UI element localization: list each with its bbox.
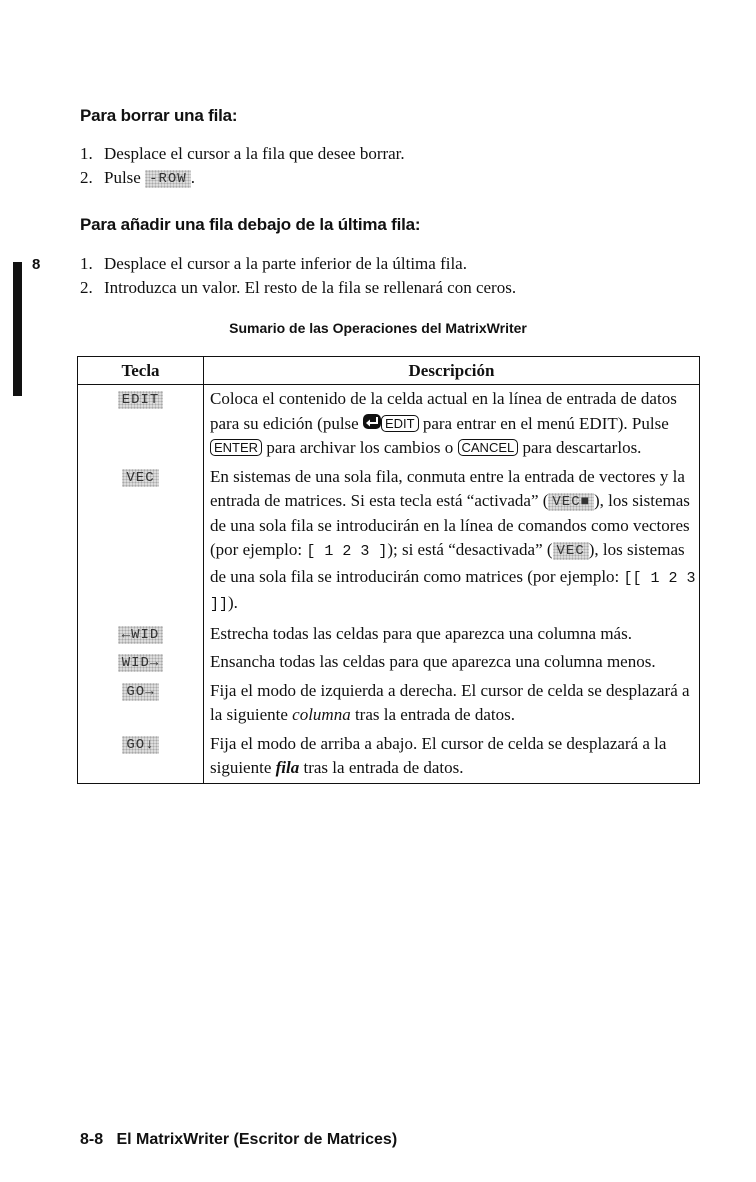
desc-text: para archivar los cambios o bbox=[266, 438, 454, 457]
key-cell bbox=[78, 730, 204, 784]
softkey-vec-off: VEC bbox=[553, 542, 589, 560]
key-cell bbox=[78, 620, 204, 649]
step-number: 2. bbox=[80, 278, 93, 297]
softkey-go-right: GO→ bbox=[122, 683, 158, 701]
step-delete-2 bbox=[80, 167, 195, 189]
desc-text: tras la entrada de datos. bbox=[354, 705, 515, 724]
step-number: 1. bbox=[80, 144, 93, 163]
hwkey-edit: EDIT bbox=[381, 415, 419, 432]
table-header-row bbox=[78, 357, 700, 385]
softkey-vec: VEC bbox=[122, 469, 158, 487]
key-cell bbox=[78, 463, 204, 620]
softkey-row-delete: -ROW bbox=[145, 170, 191, 188]
code-matrix-example: [[ 1 2 3 ]] bbox=[210, 569, 696, 613]
softkey-vec-on: VEC■ bbox=[548, 493, 594, 511]
desc-text: ), los sistemas de una sola fila se introducirán como matrices (por ejemplo: bbox=[210, 540, 685, 586]
step-number: 1. bbox=[80, 254, 93, 273]
description-cell bbox=[204, 677, 700, 730]
step-delete-1 bbox=[80, 143, 405, 165]
page-footer bbox=[80, 1131, 397, 1149]
desc-text: ), los sistemas de una sola fila se introducirán en la línea de comandos como vectores (por ejemplo: bbox=[210, 491, 690, 559]
description-cell: Estrecha todas las celdas para que aparezca una columna más. bbox=[204, 620, 700, 649]
chapter-margin-number: 8 bbox=[32, 256, 41, 273]
hwkey-cancel: CANCEL bbox=[458, 439, 519, 456]
step-text: Introduzca un valor. El resto de la fila se rellenará con ceros. bbox=[104, 278, 517, 297]
softkey-go-down: GO↓ bbox=[122, 736, 158, 754]
desc-text: Coloca el contenido de la celda actual en la línea de entrada de datos para su edición (pulse bbox=[210, 389, 677, 433]
heading-delete-row: Para borrar una fila: bbox=[80, 106, 238, 125]
description-cell bbox=[204, 463, 700, 620]
step-text: Pulse bbox=[104, 168, 141, 187]
step-text: Desplace el cursor a la fila que desee borrar. bbox=[104, 144, 405, 163]
footer-chapter-title: El MatrixWriter (Escritor de Matrices) bbox=[116, 1131, 398, 1148]
desc-text: ). bbox=[228, 593, 238, 612]
operations-summary-table bbox=[77, 356, 700, 784]
desc-text: En sistemas de una sola fila, conmuta entre la entrada de vectores y la entrada de matrices. Si esta tecla está “activada” ( bbox=[210, 466, 685, 510]
heading-add-row: Para añadir una fila debajo de la última fila: bbox=[80, 215, 421, 234]
desc-text: Fija el modo de arriba a abajo. El cursor de celda se desplazará a la siguiente bbox=[210, 733, 667, 777]
left-shift-arrow-icon bbox=[363, 414, 381, 429]
table-row bbox=[78, 385, 700, 463]
desc-text: ); si está “desactivada” ( bbox=[387, 540, 553, 559]
table-row bbox=[78, 730, 700, 784]
table-row bbox=[78, 648, 700, 677]
step-punct: . bbox=[190, 168, 195, 187]
emphasis-text: fila bbox=[275, 758, 300, 777]
table-row bbox=[78, 463, 700, 620]
step-number: 2. bbox=[80, 168, 93, 187]
desc-text: Fija el modo de izquierda a derecha. El cursor de celda se desplazará a la siguiente bbox=[210, 680, 690, 724]
key-cell bbox=[78, 648, 204, 677]
hwkey-enter: ENTER bbox=[210, 439, 262, 456]
header-key: Tecla bbox=[78, 357, 204, 385]
emphasis-text: columna bbox=[292, 705, 351, 724]
softkey-widen-width: WID→ bbox=[118, 654, 164, 672]
desc-text: para entrar en el menú EDIT). Pulse bbox=[422, 413, 669, 433]
code-vector-example: [ 1 2 3 ] bbox=[306, 543, 388, 560]
desc-text: para descartarlos. bbox=[522, 438, 642, 457]
table-row bbox=[78, 677, 700, 730]
footer-page-number: 8-8 bbox=[80, 1131, 104, 1148]
step-text: Desplace el cursor a la parte inferior de la última fila. bbox=[104, 254, 467, 273]
desc-text: tras la entrada de datos. bbox=[303, 758, 464, 777]
header-description: Descripción bbox=[204, 357, 700, 385]
softkey-narrow-width: ←WID bbox=[118, 626, 164, 644]
step-add-1 bbox=[80, 253, 467, 275]
softkey-edit: EDIT bbox=[118, 391, 164, 409]
key-cell bbox=[78, 385, 204, 463]
description-cell bbox=[204, 730, 700, 784]
key-cell bbox=[78, 677, 204, 730]
step-add-2 bbox=[80, 277, 516, 299]
description-cell: Ensancha todas las celdas para que aparezca una columna menos. bbox=[204, 648, 700, 677]
table-row bbox=[78, 620, 700, 649]
description-cell bbox=[204, 385, 700, 463]
table-caption: Sumario de las Operaciones del MatrixWriter bbox=[229, 320, 527, 336]
